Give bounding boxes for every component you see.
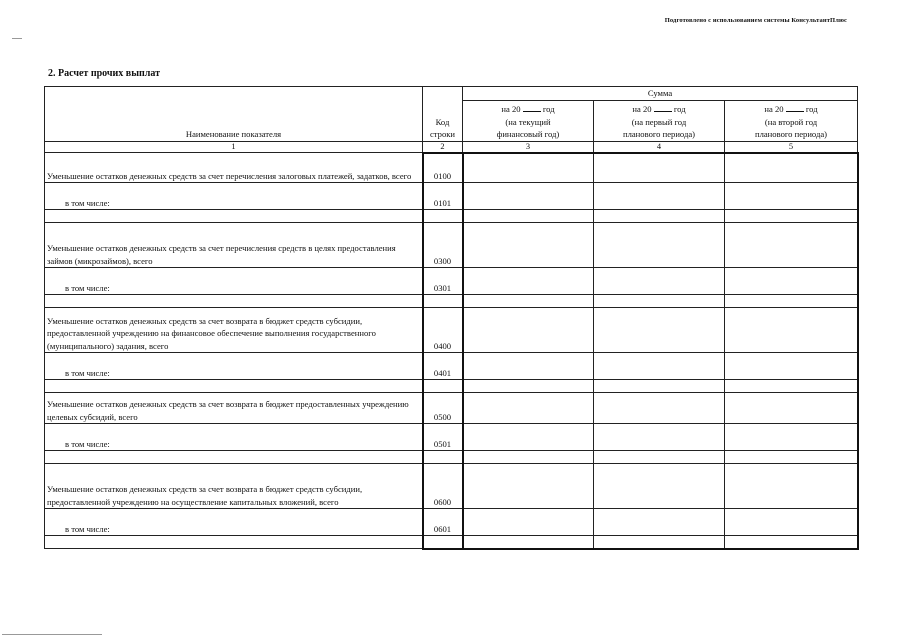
payments-table [44,86,859,550]
col-code-header-line1: Код [435,116,450,127]
value-cell[interactable] [463,464,594,509]
year-desc-2: планового периода) [754,129,828,139]
table-row [45,380,858,393]
year-desc-2: планового периода) [622,129,696,139]
row-name: в том числе: [45,353,423,380]
value-cell[interactable] [463,353,594,380]
table-row [45,424,858,451]
row-code [423,295,463,308]
value-cell[interactable] [463,295,594,308]
row-name: в том числе: [45,509,423,536]
table-row [45,308,858,353]
value-cell[interactable] [725,536,858,549]
value-cell[interactable] [463,393,594,424]
table-row [45,353,858,380]
row-name: в том числе: [45,424,423,451]
col-number: 4 [594,141,725,153]
value-cell[interactable] [463,153,594,183]
col-number: 5 [725,141,858,153]
year-suffix: год [542,104,555,114]
table-row [45,223,858,268]
value-cell[interactable] [463,509,594,536]
value-cell[interactable] [725,353,858,380]
value-cell[interactable] [594,268,725,295]
row-name [45,451,423,464]
value-cell[interactable] [725,268,858,295]
row-name: Уменьшение остатков денежных средств за счет возврата в бюджет средств субсидии, предоставленной учреждению на осуществление капитальных вложений, всего [45,464,423,509]
row-code: 0401 [423,353,463,380]
value-cell[interactable] [463,308,594,353]
value-cell[interactable] [463,183,594,210]
value-cell[interactable] [463,424,594,451]
year-desc-1: (на первый год [631,116,687,127]
value-cell[interactable] [594,393,725,424]
value-cell[interactable] [725,183,858,210]
value-cell[interactable] [463,380,594,393]
row-code: 0100 [423,153,463,183]
table-row [45,210,858,223]
col-code-header-line2: строки [429,129,456,139]
table-row [45,268,858,295]
value-cell[interactable] [594,353,725,380]
row-code: 0601 [423,509,463,536]
col-number: 3 [463,141,594,153]
value-cell[interactable] [594,451,725,464]
table-body [45,153,858,549]
sum-header: Сумма [463,87,858,101]
value-cell[interactable] [463,268,594,295]
year-col-first-plan [594,100,725,141]
value-cell[interactable] [725,451,858,464]
value-cell[interactable] [594,183,725,210]
year-suffix: год [673,104,686,114]
value-cell[interactable] [725,295,858,308]
value-cell[interactable] [594,308,725,353]
column-numbers-row [45,141,858,153]
row-name [45,536,423,549]
row-name: Уменьшение остатков денежных средств за счет перечисления залоговых платежей, задатков, всего [45,153,423,183]
table-row [45,295,858,308]
col-number: 1 [45,141,423,153]
value-cell[interactable] [594,295,725,308]
row-code [423,536,463,549]
row-code: 0600 [423,464,463,509]
value-cell[interactable] [594,464,725,509]
row-code: 0101 [423,183,463,210]
row-name: в том числе: [45,268,423,295]
value-cell[interactable] [463,210,594,223]
row-code [423,380,463,393]
year-col-current [463,100,594,141]
row-code [423,451,463,464]
row-name [45,380,423,393]
section-title: 2. Расчет прочих выплат [48,68,161,79]
value-cell[interactable] [725,509,858,536]
year-blank [654,103,672,112]
year-suffix: год [805,104,818,114]
col-code-header [423,87,463,142]
year-prefix: на 20 [632,104,652,114]
table-row [45,451,858,464]
header-row-1 [45,87,858,101]
value-cell[interactable] [725,210,858,223]
table-row [45,183,858,210]
value-cell[interactable] [725,464,858,509]
table-row [45,536,858,549]
value-cell[interactable] [594,153,725,183]
value-cell[interactable] [725,380,858,393]
year-blank [523,103,541,112]
value-cell[interactable] [594,424,725,451]
page-edge-mark [2,634,102,638]
value-cell[interactable] [594,509,725,536]
year-prefix: на 20 [764,104,784,114]
row-code: 0500 [423,393,463,424]
year-prefix: на 20 [501,104,521,114]
table-row [45,153,858,183]
year-desc-1: (на текущий [505,116,551,127]
value-cell[interactable] [725,223,858,268]
value-cell[interactable] [594,210,725,223]
value-cell[interactable] [725,393,858,424]
year-desc-2: финансовый год) [496,129,560,139]
year-desc-1: (на второй год [764,116,818,127]
table-row [45,393,858,424]
row-name: Уменьшение остатков денежных средств за счет возврата в бюджет предоставленных учреждению целевых субсидий, всего [45,393,423,424]
value-cell[interactable] [463,536,594,549]
value-cell[interactable] [725,424,858,451]
value-cell[interactable] [594,536,725,549]
row-name: в том числе: [45,183,423,210]
row-code [423,210,463,223]
value-cell[interactable] [463,223,594,268]
year-blank [786,103,804,112]
col-number: 2 [423,141,463,153]
value-cell[interactable] [725,153,858,183]
row-name: Уменьшение остатков денежных средств за счет возврата в бюджет средств субсидии, предоставленной учреждению на финансовое обеспечение выполнения государственного (муниципального) задания, всего [45,308,423,353]
row-name: Уменьшение остатков денежных средств за счет перечисления средств в целях предоставления займов (микрозаймов), всего [45,223,423,268]
row-code: 0301 [423,268,463,295]
table-row [45,509,858,536]
row-code: 0300 [423,223,463,268]
value-cell[interactable] [594,223,725,268]
row-name [45,210,423,223]
header-note: Подготовлено с использованием системы КонсультантПлюс [664,17,847,24]
table-row [45,464,858,509]
value-cell[interactable] [594,380,725,393]
value-cell[interactable] [463,451,594,464]
col-name-header: Наименование показателя [45,87,423,142]
year-col-second-plan [725,100,858,141]
row-code: 0501 [423,424,463,451]
margin-mark [12,38,22,39]
row-name [45,295,423,308]
row-code: 0400 [423,308,463,353]
value-cell[interactable] [725,308,858,353]
